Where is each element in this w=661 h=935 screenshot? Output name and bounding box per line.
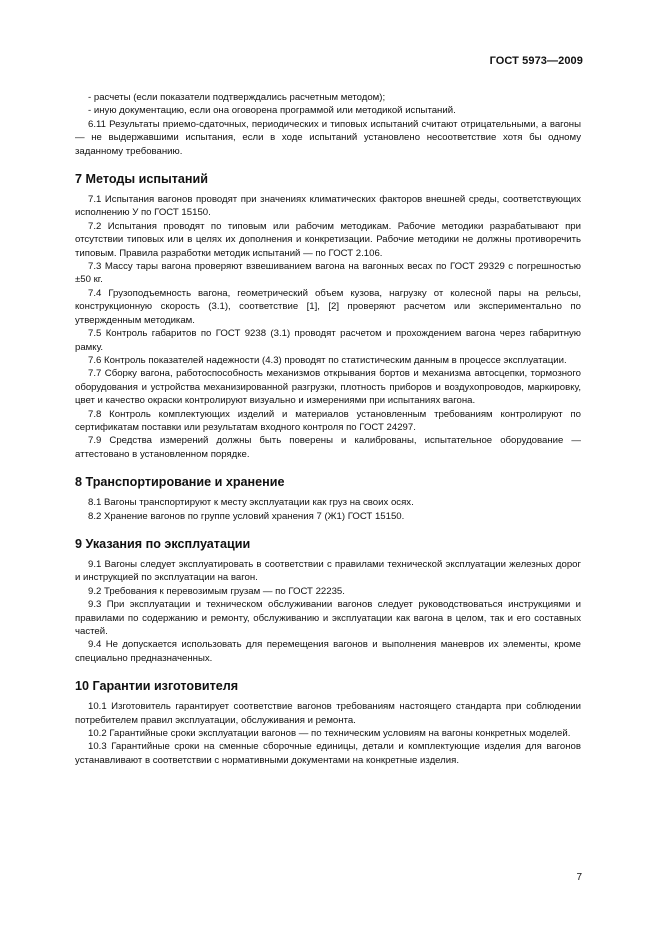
clause-paragraph: 7.8 Контроль комплектующих изделий и материалов установленным требованиям контролируют по сертификатам поставки или результатам входного контроля по ГОСТ 24297. <box>75 408 581 433</box>
page-number: 7 <box>576 872 582 883</box>
clause-paragraph: 6.11 Результаты приемо-сдаточных, периодических и типовых испытаний считают отрицательными, а вагоны — не выдержавшими испытания, если в ходе испытаний установлено несоответствие хотя бы одному заданному требованию. <box>75 118 581 157</box>
clause-paragraph: 8.1 Вагоны транспортируют к месту эксплуатации как груз на своих осях. <box>88 497 414 509</box>
clause-paragraph: 9.2 Требования к перевозимым грузам — по ГОСТ 22235. <box>88 585 345 597</box>
clause-paragraph: 7.2 Испытания проводят по типовым или рабочим методикам. Рабочие методики разрабатывают при отсутствии типовых или в целях их дополнения и конкретизации. Рабочие методики не должны противоречить типовым. Правила разработки методик испытаний — по ГОСТ 2.106. <box>75 220 581 259</box>
section-title: 7 Методы испытаний <box>75 172 208 187</box>
clause-paragraph: 10.3 Гарантийные сроки на сменные сборочные единицы, детали и комплектующие изделия для вагонов устанавливают в соответствии с нормативными документами на конкретные изделия. <box>75 741 581 766</box>
clause-paragraph: 9.4 Не допускается использовать для перемещения вагонов и выполнения маневров их элементы, кроме специально предназначенных. <box>75 639 581 664</box>
clause-paragraph: 9.1 Вагоны следует эксплуатировать в соответствии с правилами технической эксплуатации железных дорог и инструкцией по эксплуатации на вагон. <box>75 558 581 584</box>
clause-paragraph: 9.3 При эксплуатации и техническом обслуживании вагонов следует руководствоваться инструкциями и правилами по содержанию и ремонту, обслуживанию и эксплуатации как вагона в целом, так и его составных частей. <box>75 599 581 637</box>
intro-list-item: - расчеты (если показатели подтверждались расчетным методом); <box>88 92 386 103</box>
clause-paragraph: 7.4 Грузоподъемность вагона, геометрический объем кузова, нагрузку от колесной пары на рельсы, конструкционную скорость (3.1), соответствие [1], [2] проверяют расчетом или экспериментально по утвержденным методикам. <box>75 287 581 326</box>
document-id-header: ГОСТ 5973—2009 <box>489 55 583 67</box>
clause-paragraph: 8.2 Хранение вагонов по группе условий хранения 7 (Ж1) ГОСТ 15150. <box>88 510 405 522</box>
section-title: 10 Гарантии изготовителя <box>75 679 239 694</box>
clause-paragraph: 10.2 Гарантийные сроки эксплуатации вагонов — по техническим условиям на вагоны конкретных моделей. <box>88 728 571 740</box>
clause-paragraph: 7.6 Контроль показателей надежности (4.3) проводят по статистическим данным в процессе эксплуатации. <box>88 354 567 366</box>
section-title: 9 Указания по эксплуатации <box>75 536 251 551</box>
page-body <box>75 91 581 767</box>
section-title: 8 Транспортирование и хранение <box>75 475 285 490</box>
clause-paragraph: 10.1 Изготовитель гарантирует соответствие вагонов требованиям настоящего стандарта при соблюдении потребителем правил эксплуатации, обслуживания и ремонта. <box>75 701 581 726</box>
intro-list-item: - иную документацию, если она оговорена программой или методикой испытаний. <box>88 105 456 117</box>
clause-paragraph: 7.5 Контроль габаритов по ГОСТ 9238 (3.1) проводят расчетом и прохождением вагона через габаритную рамку. <box>75 328 581 353</box>
clause-paragraph: 7.7 Сборку вагона, работоспособность механизмов открывания бортов и механизма автосцепки, тормозного оборудования и устройства механизированной разгрузки, плотность приборов и воздухопроводов, маркировку, цвет и качество окраски контролируют визуально и измерениями при испытаниях вагона. <box>75 368 581 407</box>
clause-paragraph: 7.3 Массу тары вагона проверяют взвешиванием вагона на вагонных весах по ГОСТ 29329 с погрешностью ±50 кг. <box>75 261 581 286</box>
clause-paragraph: 7.9 Средства измерений должны быть поверены и калиброваны, испытательное оборудование — аттестовано в установленном порядке. <box>75 435 581 460</box>
clause-paragraph: 7.1 Испытания вагонов проводят при значениях климатических факторов внешней среды, соответствующих исполнению У по ГОСТ 15150. <box>75 194 581 219</box>
